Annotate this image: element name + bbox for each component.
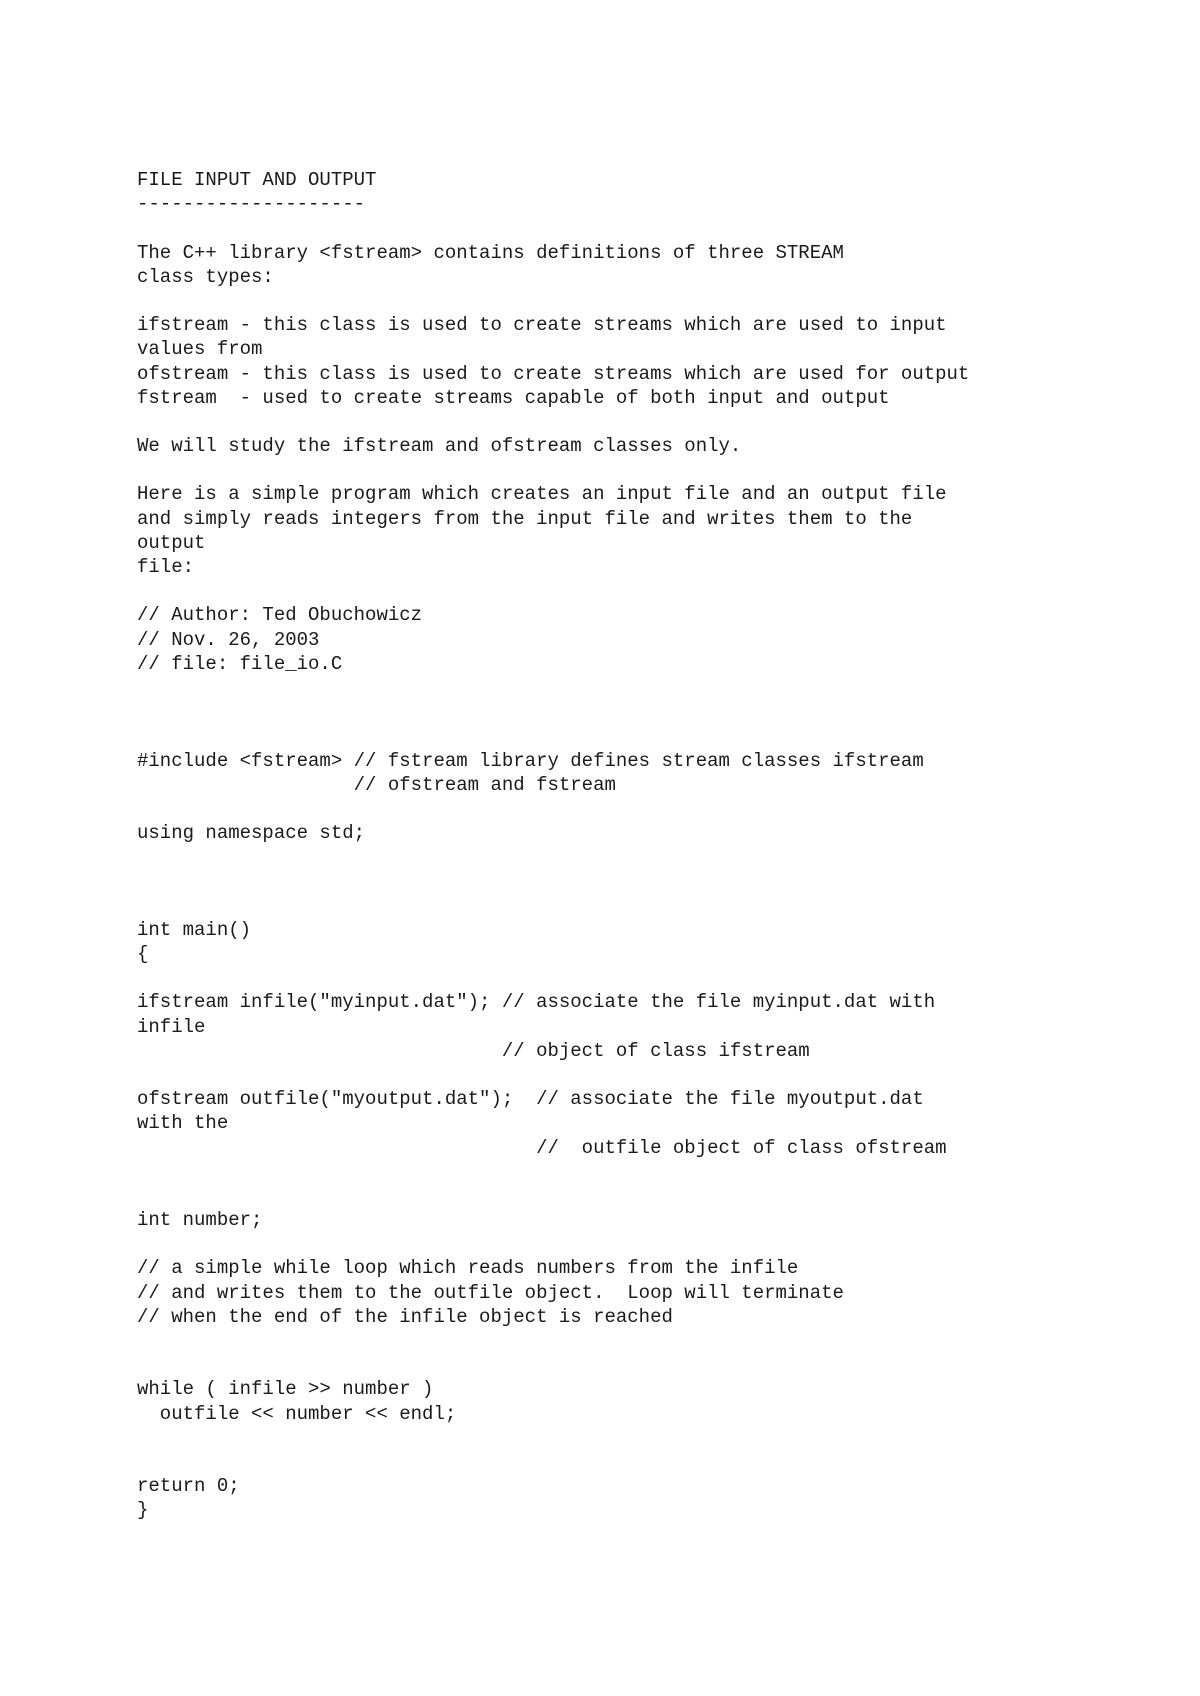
text-line: // outfile object of class ofstream bbox=[137, 1136, 947, 1159]
text-line: // a simple while loop which reads numbers from the infile bbox=[137, 1257, 799, 1280]
text-line: ofstream - this class is used to create streams which are used for output bbox=[137, 362, 970, 385]
text-line: using namespace std; bbox=[137, 822, 366, 845]
text-line bbox=[137, 289, 969, 313]
text-line: return 0; bbox=[137, 1475, 240, 1498]
text-line bbox=[137, 676, 969, 700]
text-line: ofstream outfile("myoutput.dat"); // associate the file myoutput.dat bbox=[137, 1088, 924, 1111]
text-line bbox=[137, 966, 969, 990]
text-line: class types: bbox=[137, 265, 274, 288]
text-line bbox=[137, 1232, 969, 1256]
text-line: while ( infile >> number ) bbox=[137, 1378, 434, 1401]
text-line bbox=[137, 1063, 969, 1087]
text-line: -------------------- bbox=[137, 193, 366, 216]
text-line: file: bbox=[137, 556, 195, 578]
text-line bbox=[137, 845, 969, 869]
text-line bbox=[137, 894, 969, 918]
text-line: ifstream - this class is used to create streams which are used to input bbox=[137, 314, 947, 337]
text-line bbox=[137, 1353, 969, 1377]
text-line bbox=[137, 869, 969, 893]
text-line: outfile << number << endl; bbox=[137, 1402, 457, 1425]
text-line bbox=[137, 579, 969, 603]
text-line: FILE INPUT AND OUTPUT bbox=[137, 169, 377, 191]
text-line bbox=[137, 724, 969, 748]
text-line bbox=[137, 216, 969, 240]
text-line bbox=[137, 1329, 969, 1353]
text-line bbox=[137, 797, 969, 821]
text-line bbox=[137, 410, 969, 434]
text-line: // and writes them to the outfile object. Loop will terminate bbox=[137, 1281, 844, 1304]
document-text bbox=[137, 168, 969, 1523]
text-line bbox=[137, 458, 969, 482]
text-line: The C++ library <fstream> contains definitions of three STREAM bbox=[137, 241, 844, 264]
text-line: #include <fstream> // fstream library defines stream classes ifstream bbox=[137, 749, 924, 772]
text-line: // object of class ifstream bbox=[137, 1039, 810, 1062]
text-line: Here is a simple program which creates an input file and an output file bbox=[137, 483, 947, 506]
text-line bbox=[137, 1426, 969, 1450]
text-line: // when the end of the infile object is reached bbox=[137, 1305, 673, 1328]
text-line: We will study the ifstream and ofstream classes only. bbox=[137, 435, 742, 458]
text-line bbox=[137, 1160, 969, 1184]
text-line: int number; bbox=[137, 1209, 263, 1232]
text-line: ifstream infile("myinput.dat"); // associate the file myinput.dat with bbox=[137, 991, 936, 1014]
text-line: infile bbox=[137, 1015, 206, 1038]
text-line: and simply reads integers from the input file and writes them to the bbox=[137, 507, 913, 530]
text-line: } bbox=[137, 1499, 149, 1522]
text-line: // Nov. 26, 2003 bbox=[137, 628, 320, 651]
text-line: fstream - used to create streams capable of both input and output bbox=[137, 386, 890, 409]
text-line: // Author: Ted Obuchowicz bbox=[137, 604, 423, 627]
text-line: output bbox=[137, 531, 206, 554]
text-line bbox=[137, 700, 969, 724]
text-line bbox=[137, 1450, 969, 1474]
text-line: // ofstream and fstream bbox=[137, 773, 616, 796]
text-line: values from bbox=[137, 338, 263, 361]
text-line: { bbox=[137, 943, 149, 965]
text-line: int main() bbox=[137, 918, 252, 941]
text-line: // file: file_io.C bbox=[137, 652, 343, 675]
text-line bbox=[137, 1184, 969, 1208]
text-line: with the bbox=[137, 1112, 229, 1135]
